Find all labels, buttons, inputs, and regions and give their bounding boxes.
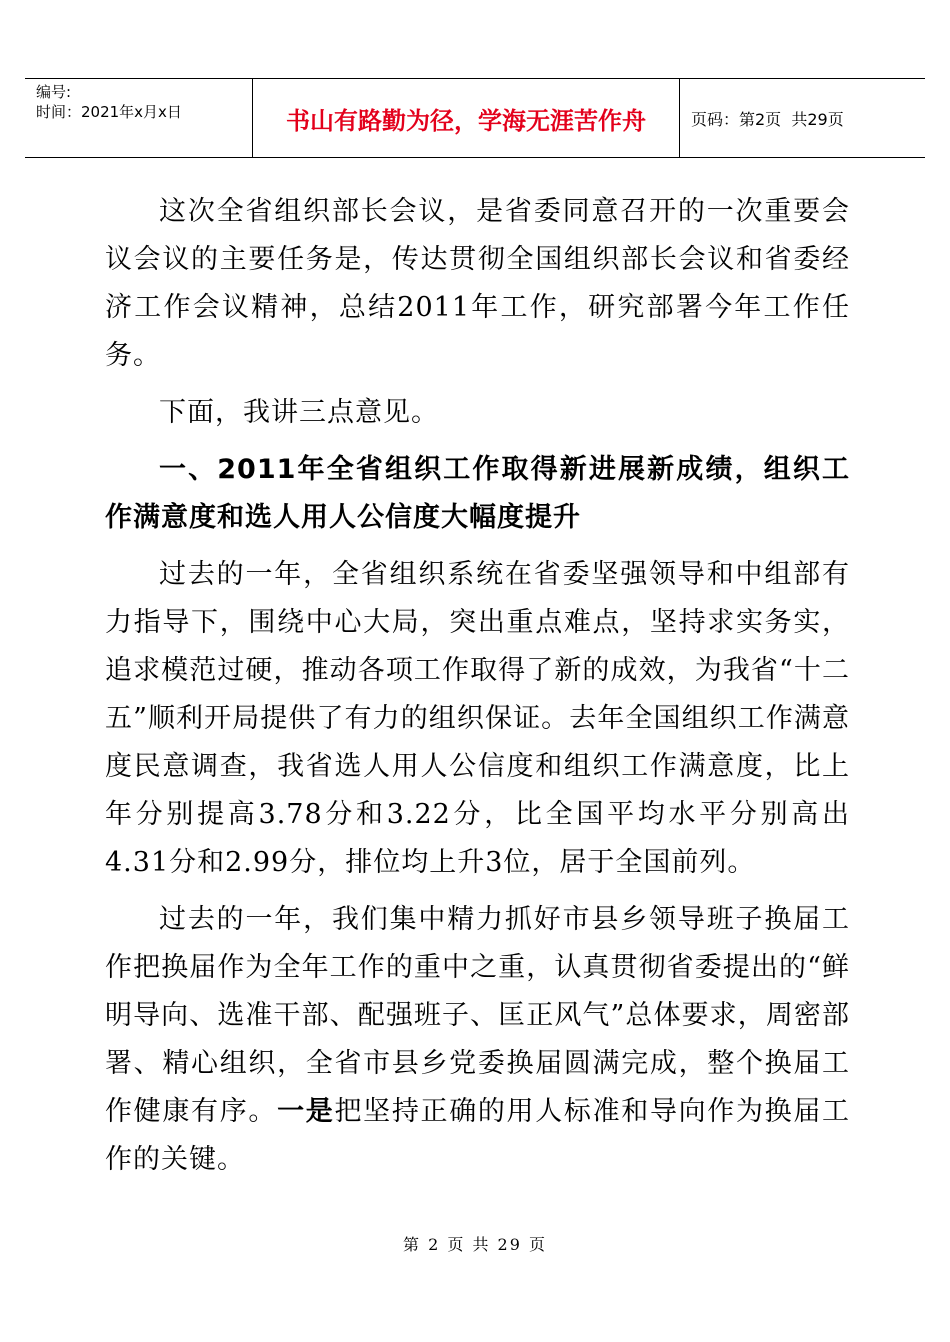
header-page-info <box>680 79 925 157</box>
paragraph <box>105 896 850 1184</box>
section-heading: 一、2011年全省组织工作取得新进展新成绩，组织工作满意度和选人用人公信度大幅度提升 <box>105 454 850 533</box>
paragraph-text: 过去的一年，我们集中精力抓好市县乡领导班子换届工作把换届作为全年工作的重中之重，认真贯彻省委提出的“鲜明导向、选准干部、配强班子、匡正风气”总体要求，周密部署、精心组织，全省市县乡党委换届圆满完成，整个换届工作健康有序。 <box>105 904 850 1127</box>
document-number-label: 编号: <box>36 83 72 101</box>
header-meta <box>25 79 253 157</box>
document-time-label: 时间：2021年x月x日 <box>36 103 182 121</box>
paragraph-lead-phrase: 一是 <box>277 1096 335 1127</box>
header-motto: 书山有路勤为径，学海无涯苦作舟 <box>253 79 680 157</box>
document-body <box>105 188 850 1193</box>
page-header <box>25 78 925 158</box>
paragraph: 这次全省组织部长会议，是省委同意召开的一次重要会议会议的主要任务是，传达贯彻全国组织部长会议和省委经济工作会议精神，总结2011年工作，研究部署今年工作任务。 <box>105 196 850 371</box>
paragraph: 下面，我讲三点意见。 <box>159 397 439 428</box>
page-footer: 第 2 页 共 29 页 <box>403 1235 547 1254</box>
paragraph: 过去的一年，全省组织系统在省委坚强领导和中组部有力指导下，围绕中心大局，突出重点难点，坚持求实务实，追求模范过硬，推动各项工作取得了新的成效，为我省“十二五”顺利开局提供了有力的组织保证。去年全国组织工作满意度民意调查，我省选人用人公信度和组织工作满意度，比上年分别提高3.78分和3.22分，比全国平均水平分别高出4.31分和2.99分，排位均上升3位，居于全国前列。 <box>105 559 850 878</box>
paragraph-text: 把坚持正确的用人标准和导向作为换届工作的关键。 <box>105 1096 851 1175</box>
header-page-info-text: 页码：第2页 共29页 <box>691 109 844 129</box>
